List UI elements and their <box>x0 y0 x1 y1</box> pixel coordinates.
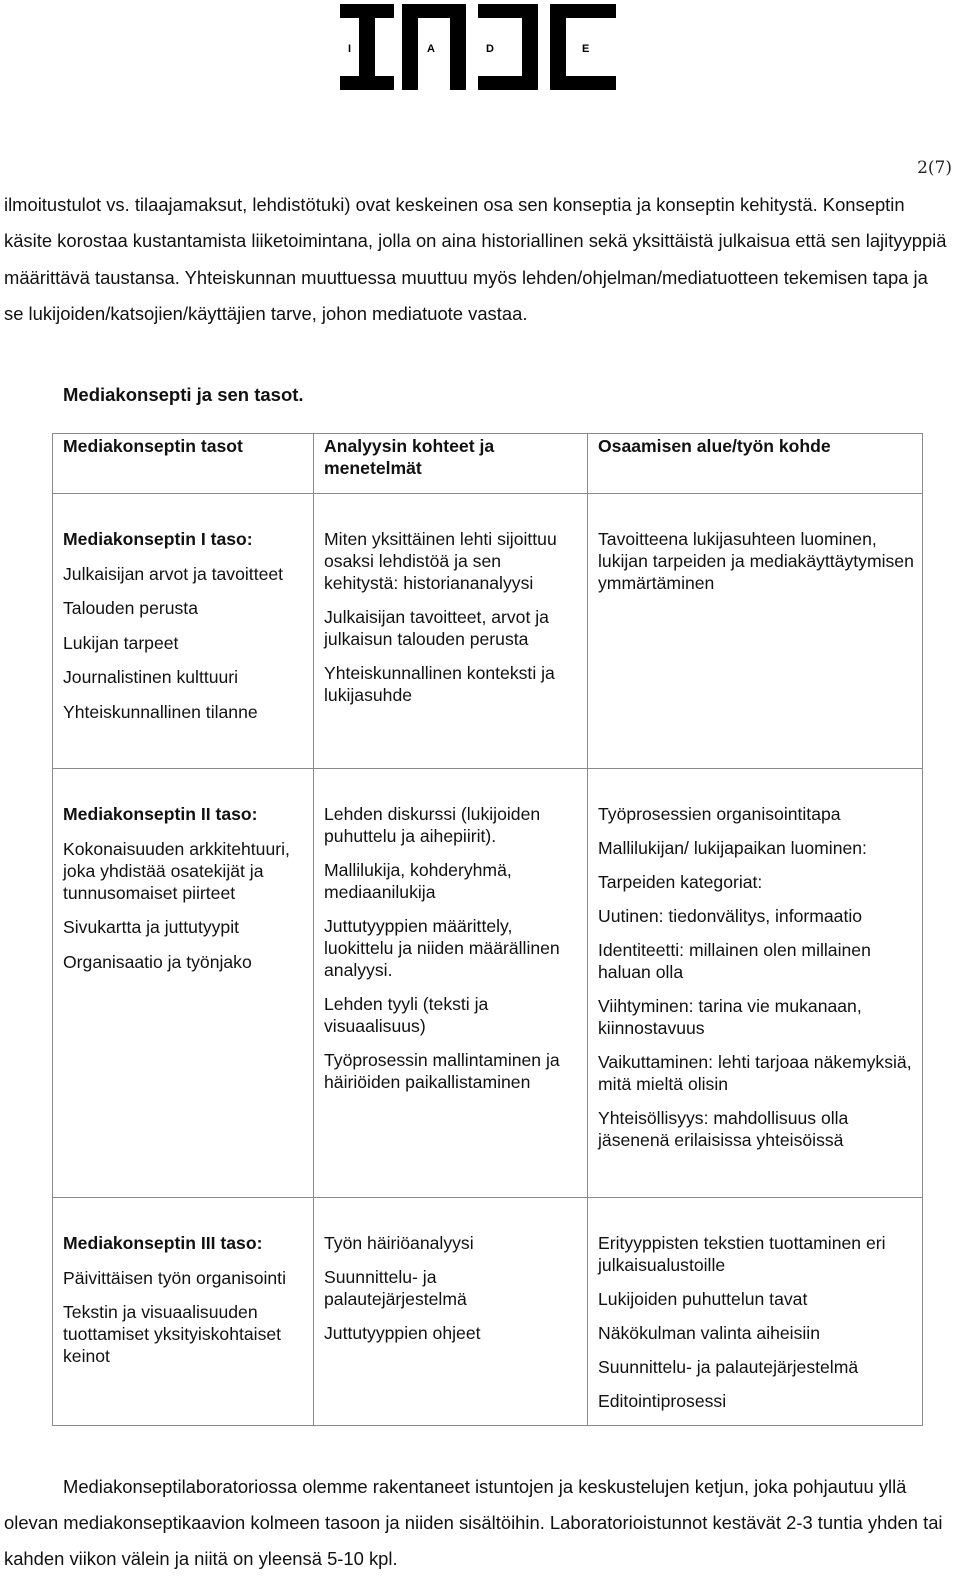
intro-paragraph: ilmoitustulot vs. tilaajamaksut, lehdistötuki) ovat keskeinen osa sen konseptia ja konseptin kehitystä. Konseptin käsite korostaa kustantamista liiketoimintana, jolla on aina historiallinen sekä yksittäistä julkaisua että sen lajityyppiä määrittävä taustansa. Yhteiskunnan muuttuessa muuttuu myös lehden/ohjelman/mediatuotteen tekemisen tapa ja se lukijoiden/katsojien/käyttäjien tarve, johon mediatuote vastaa. <box>4 194 947 325</box>
list-item: Yhteiskunnallinen konteksti ja lukijasuhde <box>324 663 555 705</box>
list-item: Kokonaisuuden arkkitehtuuri, joka yhdistää osatekijät ja tunnusomaiset piirteet <box>63 838 290 903</box>
table-header-row <box>53 434 923 494</box>
list-item: Editointiprosessi <box>598 1391 727 1411</box>
list-item: Lehden diskurssi (lukijoiden puhuttelu ja aihepiirit). <box>324 804 541 846</box>
list-item: Miten yksittäinen lehti sijoittuu osaksi lehdistöä ja sen kehitystä: historiananalyysi <box>324 529 557 593</box>
list-item: Yhteiskunnallinen tilanne <box>63 701 258 722</box>
page-number: 2(7) <box>917 158 952 178</box>
row3-levels-cell <box>53 1198 314 1426</box>
list-item: Organisaatio ja työnjako <box>63 951 252 972</box>
list-item: Suunnittelu- ja palautejärjestelmä <box>598 1357 859 1377</box>
logo-i-bottom-bar <box>340 76 394 90</box>
list-item: Tarpeiden kategoriat: <box>598 872 763 892</box>
list-item: Erityyppisten tekstien tuottaminen eri julkaisualustoille <box>598 1233 886 1275</box>
outro-paragraph: Mediakonseptilaboratoriossa olemme rakentaneet istuntojen ja keskustelujen ketjun, joka pohjautuu yllä olevan mediakonseptikaavion kolmeen tasoon ja niiden sisältöihin. Laboratorioistunnot kestävät 2-3 tuntia yhden tai kahden viikon välein ja niitä on yleensä 5-10 kpl. <box>4 1476 943 1569</box>
row2-competence-cell <box>588 769 923 1198</box>
row2-levels-cell <box>53 769 314 1198</box>
logo-letter-i: I <box>348 43 352 55</box>
logo-letter-d: D <box>486 43 494 55</box>
list-item: Näkökulman valinta aiheisiin <box>598 1323 820 1343</box>
header-analysis: Analyysin kohteet ja menetelmät <box>314 434 588 494</box>
list-item: Tavoitteena lukijasuhteen luominen, lukijan tarpeiden ja mediakäyttäytymisen ymmärtäminen <box>598 529 914 593</box>
list-item: Työn häiriöanalyysi <box>324 1233 474 1253</box>
row3-analysis-cell <box>314 1198 588 1426</box>
row2-level-title: Mediakonseptin II taso: <box>63 804 258 824</box>
media-concept-table <box>52 433 923 1426</box>
list-item: Päivittäisen työn organisointi <box>63 1267 286 1288</box>
list-item: Talouden perusta <box>63 598 198 618</box>
list-item: Sivukartta ja juttutyypit <box>63 917 240 937</box>
row3-competence-cell <box>588 1198 923 1426</box>
table-row <box>53 1198 923 1426</box>
row1-analysis-cell <box>314 494 588 769</box>
iade-logo <box>340 4 616 90</box>
list-item: Juttutyyppien määrittely, luokittelu ja niiden määrällinen analyysi. <box>324 916 560 980</box>
header-levels: Mediakonseptin tasot <box>53 434 314 494</box>
list-item: Juttutyyppien ohjeet <box>324 1323 481 1343</box>
row2-analysis-cell <box>314 769 588 1198</box>
list-item: Mallilukija, kohderyhmä, mediaanilukija <box>324 860 512 902</box>
list-item: Tekstin ja visuaalisuuden tuottamiset yksityiskohtaiset keinot <box>63 1302 282 1366</box>
logo-letter-e: E <box>582 43 590 55</box>
row1-competence-cell <box>588 494 923 769</box>
list-item: Uutinen: tiedonvälitys, informaatio <box>598 906 863 926</box>
header-competence: Osaamisen alue/työn kohde <box>588 434 923 494</box>
list-item: Suunnittelu- ja palautejärjestelmä <box>324 1267 467 1309</box>
list-item: Lukijan tarpeet <box>63 632 179 653</box>
list-item: Julkaisijan tavoitteet, arvot ja julkaisun talouden perusta <box>324 607 549 649</box>
row1-level-title: Mediakonseptin I taso: <box>63 529 253 549</box>
list-item: Identiteetti: millainen olen millainen haluan olla <box>598 940 871 982</box>
table-row <box>53 769 923 1198</box>
logo-letter-a: A <box>427 43 435 55</box>
list-item: Viihtyminen: tarina vie mukanaan, kiinnostavuus <box>598 996 862 1038</box>
list-item: Mallilukijan/ lukijapaikan luominen: <box>598 838 867 858</box>
list-item: Yhteisöllisyys: mahdollisuus olla jäsenenä erilaisissa yhteisöissä <box>598 1108 849 1150</box>
list-item: Työprosessin mallintaminen ja häiriöiden paikallistaminen <box>324 1050 560 1092</box>
list-item: Vaikuttaminen: lehti tarjoaa näkemyksiä, mitä mieltä olisin <box>598 1052 912 1094</box>
list-item: Julkaisijan arvot ja tavoitteet <box>63 563 284 584</box>
row3-level-title: Mediakonseptin III taso: <box>63 1233 263 1253</box>
list-item: Lehden tyyli (teksti ja visuaalisuus) <box>324 994 489 1036</box>
section-heading: Mediakonsepti ja sen tasot. <box>63 384 304 405</box>
table-row <box>53 494 923 769</box>
row1-levels-cell <box>53 494 314 769</box>
list-item: Työprosessien organisointitapa <box>598 804 841 824</box>
list-item: Lukijoiden puhuttelun tavat <box>598 1289 808 1309</box>
list-item: Journalistinen kulttuuri <box>63 667 239 687</box>
